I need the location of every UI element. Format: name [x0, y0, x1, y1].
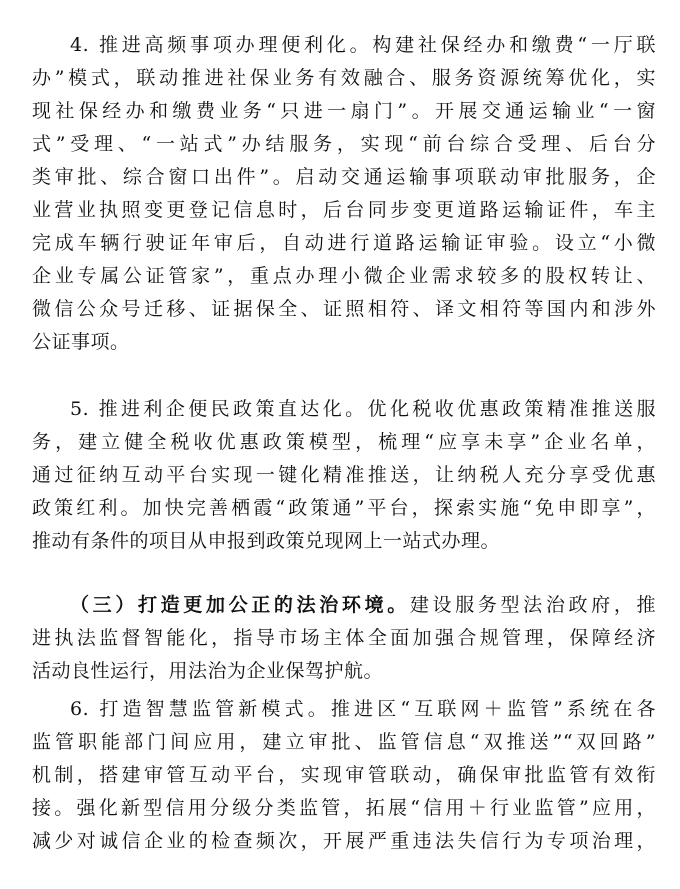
text-line: 推动有条件的项目从申报到政策兑现网上一站式办理。	[32, 530, 501, 552]
text-line: 监管职能部门间应用，建立审批、监管信息“双推送”“双回路”	[32, 731, 656, 753]
text-line: 活动良性运行，用法治为企业保驾护航。	[32, 660, 384, 682]
text-line: 接。强化新型信用分级分类监管，拓展“信用＋行业监管”应用，	[32, 797, 656, 819]
text-line: 现社保经办和缴费业务“只进一扇门”。开展交通运输业“一窗	[32, 100, 656, 122]
text-line: 办”模式，联动推进社保业务有效融合、服务资源统筹优化，实	[32, 67, 656, 89]
text-line: 公证事项。	[32, 331, 130, 353]
text-line: 微信公众号迁移、证据保全、证照相符、译文相符等国内和涉外	[32, 298, 656, 320]
text-line: 6. 打造智慧监管新模式。推进区“互联网＋监管”系统在各	[70, 698, 656, 720]
text-line: 业营业执照变更登记信息时，后台同步变更道路运输证件，车主	[32, 199, 656, 221]
text-line: 类审批、综合窗口出件”。启动交通运输事项联动审批服务，企	[32, 166, 656, 188]
text-line: 进执法监督智能化，指导市场主体全面加强合规管理，保障经济	[32, 627, 656, 649]
text-line: 5. 推进利企便民政策直达化。优化税收优惠政策精准推送服	[70, 398, 656, 420]
text-line: 减少对诚信企业的检查频次，开展严重违法失信行为专项治理，	[32, 830, 656, 852]
text-line	[70, 588, 656, 622]
text-line: 务，建立健全税收优惠政策模型，梳理“应享未享”企业名单，	[32, 431, 656, 453]
text-line: 通过征纳互动平台实现一键化精准推送，让纳税人充分享受优惠	[32, 464, 656, 486]
text-line: 完成车辆行驶证年审后，自动进行道路运输证审验。设立“小微	[32, 232, 656, 254]
section-heading: （三）打造更加公正的法治环境。	[70, 594, 410, 616]
text-line: 机制，搭建审管互动平台，实现审管联动，确保审批监管有效衔	[32, 764, 656, 786]
text-line: 企业专属公证管家”，重点办理小微企业需求较多的股权转让、	[32, 265, 656, 287]
section-text: 建设服务型法治政府，推	[409, 594, 656, 616]
text-line: 4. 推进高频事项办理便利化。构建社保经办和缴费“一厅联	[70, 34, 656, 56]
text-line: 政策红利。加快完善栖霞“政策通”平台，探索实施“免申即享”，	[32, 497, 656, 519]
text-line: 式”受理、“一站式”办结服务，实现“前台综合受理、后台分	[32, 133, 656, 155]
